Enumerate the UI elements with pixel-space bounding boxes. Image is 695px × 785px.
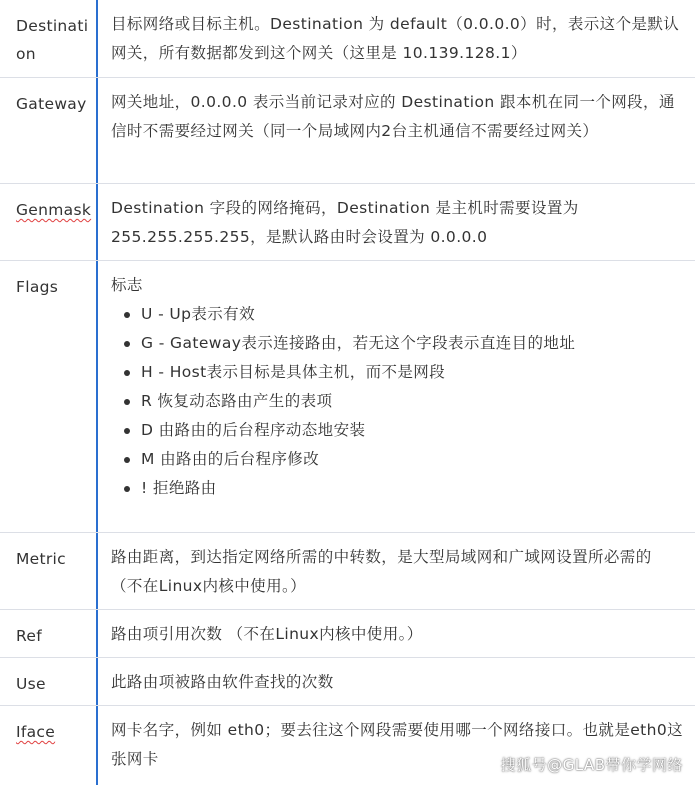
list-item: R 恢复动态路由产生的表项 [141, 387, 687, 416]
field-desc-iface: 网卡名字，例如 eth0；要去往这个网段需要使用哪一个网络接口。也就是eth0这张网卡 [111, 721, 684, 768]
list-item: M 由路由的后台程序修改 [141, 445, 687, 474]
field-name-metric: Metric [0, 533, 98, 609]
field-name-iface: Iface [0, 706, 98, 785]
field-name-flags: Flags [0, 261, 98, 532]
field-name-destination: Destination [0, 0, 98, 77]
field-name-ref: Ref [0, 610, 98, 657]
list-item: H - Host表示目标是具体主机，而不是网段 [141, 358, 687, 387]
field-desc-flags [98, 261, 695, 532]
table-row-metric [0, 533, 695, 610]
table-row-destination [0, 0, 695, 78]
field-desc-gateway: 网关地址，0.0.0.0 表示当前记录对应的 Destination 跟本机在同一个网段，通信时不需要经过网关（同一个局域网内2台主机通信不需要经过网关） [111, 93, 675, 140]
field-desc-genmask: Destination 字段的网络掩码，Destination 是主机时需要设置为 255.255.255.255，是默认路由时会设置为 0.0.0.0 [111, 199, 579, 246]
list-item: U - Up表示有效 [141, 300, 687, 329]
table-row-ref [0, 610, 695, 658]
field-name-gateway: Gateway [0, 78, 98, 183]
table-row-gateway [0, 78, 695, 184]
field-desc-ref: 路由项引用次数 （不在Linux内核中使用。） [111, 625, 423, 643]
table-row-use [0, 658, 695, 706]
list-item: G - Gateway表示连接路由，若无这个字段表示直连目的地址 [141, 329, 687, 358]
field-desc-metric: 路由距离，到达指定网络所需的中转数，是大型局域网和广域网设置所必需的 （不在Linux内核中使用。） [111, 548, 652, 595]
flags-title: 标志 [111, 276, 143, 294]
table-row-genmask [0, 184, 695, 261]
field-desc-use: 此路由项被路由软件查找的次数 [111, 673, 334, 691]
field-name-use: Use [0, 658, 98, 705]
field-name-genmask: Genmask [0, 184, 98, 260]
list-item: D 由路由的后台程序动态地安装 [141, 416, 687, 445]
field-desc-destination: 目标网络或目标主机。Destination 为 default（0.0.0.0）时，表示这个是默认网关，所有数据都发到这个网关（这里是 10.139.128.1） [111, 15, 680, 62]
flags-list [111, 300, 687, 503]
watermark: 搜狐号@GLAB带你学网络 [500, 756, 683, 774]
list-item: ! 拒绝路由 [141, 474, 687, 503]
table-row-flags [0, 261, 695, 533]
